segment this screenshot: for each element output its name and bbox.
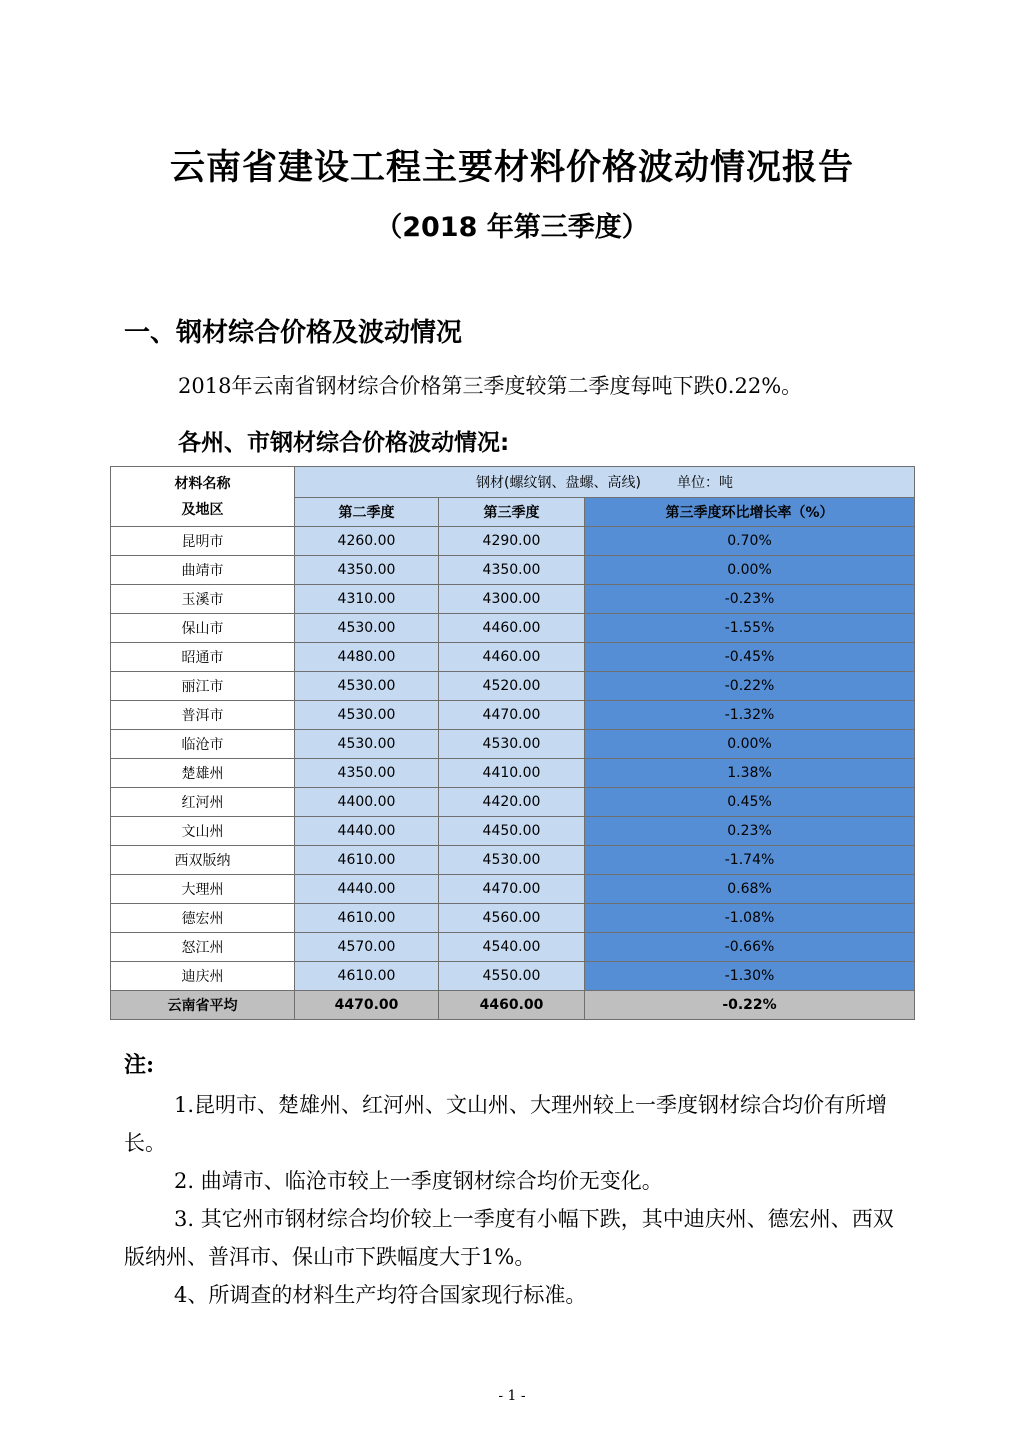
header-rate: 第三季度环比增长率（%）	[585, 498, 915, 527]
row-q3: 4520.00	[439, 672, 585, 701]
row-region: 德宏州	[111, 904, 295, 933]
average-rate: -0.22%	[585, 991, 915, 1020]
average-q3: 4460.00	[439, 991, 585, 1020]
row-q3: 4350.00	[439, 556, 585, 585]
row-rate: 0.68%	[585, 875, 915, 904]
row-q2: 4440.00	[295, 817, 439, 846]
table-row	[111, 933, 915, 962]
row-region: 昭通市	[111, 643, 295, 672]
row-q3: 4290.00	[439, 527, 585, 556]
row-q3: 4470.00	[439, 701, 585, 730]
row-region: 临沧市	[111, 730, 295, 759]
row-q3: 4470.00	[439, 875, 585, 904]
row-region: 丽江市	[111, 672, 295, 701]
row-rate: 1.38%	[585, 759, 915, 788]
row-rate: -0.66%	[585, 933, 915, 962]
row-region: 普洱市	[111, 701, 295, 730]
row-region: 昆明市	[111, 527, 295, 556]
header-q2: 第二季度	[295, 498, 439, 527]
intro-paragraph: 2018年云南省钢材综合价格第三季度较第二季度每吨下跌0.22%。	[178, 374, 803, 398]
average-row	[111, 991, 915, 1020]
average-q2: 4470.00	[295, 991, 439, 1020]
row-q2: 4260.00	[295, 527, 439, 556]
row-q3: 4460.00	[439, 643, 585, 672]
row-q3: 4540.00	[439, 933, 585, 962]
row-rate: -1.30%	[585, 962, 915, 991]
header-q3: 第三季度	[439, 498, 585, 527]
row-q3: 4460.00	[439, 614, 585, 643]
row-region: 怒江州	[111, 933, 295, 962]
row-q2: 4610.00	[295, 846, 439, 875]
table-row	[111, 730, 915, 759]
header-name-line2: 及地区	[181, 501, 224, 518]
table-row	[111, 585, 915, 614]
header-material-unit	[295, 467, 915, 498]
table-title: 各州、市钢材综合价格波动情况:	[178, 430, 510, 456]
row-rate: 0.00%	[585, 730, 915, 759]
row-q2: 4530.00	[295, 672, 439, 701]
average-region: 云南省平均	[111, 991, 295, 1020]
row-region: 楚雄州	[111, 759, 295, 788]
row-q2: 4530.00	[295, 730, 439, 759]
table-row	[111, 643, 915, 672]
row-q3: 4410.00	[439, 759, 585, 788]
row-region: 保山市	[111, 614, 295, 643]
row-rate: 0.00%	[585, 556, 915, 585]
row-rate: -0.22%	[585, 672, 915, 701]
row-region: 玉溪市	[111, 585, 295, 614]
row-q3: 4300.00	[439, 585, 585, 614]
table-row	[111, 962, 915, 991]
table-row	[111, 556, 915, 585]
row-q3: 4550.00	[439, 962, 585, 991]
table-row	[111, 788, 915, 817]
steel-price-table	[110, 466, 915, 1020]
table-row	[111, 701, 915, 730]
row-region: 大理州	[111, 875, 295, 904]
row-q2: 4350.00	[295, 759, 439, 788]
header-material-region	[111, 467, 295, 527]
row-rate: -0.23%	[585, 585, 915, 614]
note-item: 3. 其它州市钢材综合均价较上一季度有小幅下跌，其中迪庆州、德宏州、西双版纳州、普洱市、保山市下跌幅度大于1%。	[124, 1207, 894, 1269]
note-item: 2. 曲靖市、临沧市较上一季度钢材综合均价无变化。	[174, 1169, 663, 1193]
row-region: 红河州	[111, 788, 295, 817]
header-material: 钢材(螺纹钢、盘螺、高线)	[476, 475, 641, 491]
header-unit: 单位：吨	[676, 475, 733, 491]
row-rate: -1.55%	[585, 614, 915, 643]
notes-section	[124, 1046, 904, 1314]
row-q2: 4530.00	[295, 614, 439, 643]
document-subtitle: （2018 年第三季度）	[375, 212, 649, 243]
row-region: 西双版纳	[111, 846, 295, 875]
row-q2: 4350.00	[295, 556, 439, 585]
header-name-line1: 材料名称	[174, 475, 231, 492]
table-row	[111, 614, 915, 643]
row-q2: 4570.00	[295, 933, 439, 962]
row-region: 文山州	[111, 817, 295, 846]
document-title: 云南省建设工程主要材料价格波动情况报告	[169, 148, 854, 188]
row-q3: 4530.00	[439, 730, 585, 759]
section-heading: 一、钢材综合价格及波动情况	[124, 318, 463, 348]
row-rate: 0.23%	[585, 817, 915, 846]
row-rate: -1.08%	[585, 904, 915, 933]
table-row	[111, 527, 915, 556]
notes-title: 注:	[124, 1052, 155, 1078]
row-q2: 4480.00	[295, 643, 439, 672]
page-number: - 1 -	[498, 1388, 526, 1404]
table-header-row	[111, 467, 915, 498]
row-q3: 4530.00	[439, 846, 585, 875]
row-q2: 4610.00	[295, 904, 439, 933]
table-row	[111, 759, 915, 788]
row-q2: 4310.00	[295, 585, 439, 614]
row-region: 曲靖市	[111, 556, 295, 585]
table-row	[111, 672, 915, 701]
table-row	[111, 817, 915, 846]
row-rate: -0.45%	[585, 643, 915, 672]
note-item: 1.昆明市、楚雄州、红河州、文山州、大理州较上一季度钢材综合均价有所增长。	[124, 1093, 888, 1155]
row-q2: 4400.00	[295, 788, 439, 817]
table-row	[111, 904, 915, 933]
row-rate: 0.70%	[585, 527, 915, 556]
row-rate: -1.74%	[585, 846, 915, 875]
table-row	[111, 846, 915, 875]
row-region: 迪庆州	[111, 962, 295, 991]
row-rate: 0.45%	[585, 788, 915, 817]
row-q3: 4560.00	[439, 904, 585, 933]
row-rate: -1.32%	[585, 701, 915, 730]
table-row	[111, 875, 915, 904]
row-q2: 4440.00	[295, 875, 439, 904]
row-q3: 4420.00	[439, 788, 585, 817]
note-item: 4、所调查的材料生产均符合国家现行标准。	[174, 1283, 587, 1307]
row-q3: 4450.00	[439, 817, 585, 846]
row-q2: 4610.00	[295, 962, 439, 991]
row-q2: 4530.00	[295, 701, 439, 730]
